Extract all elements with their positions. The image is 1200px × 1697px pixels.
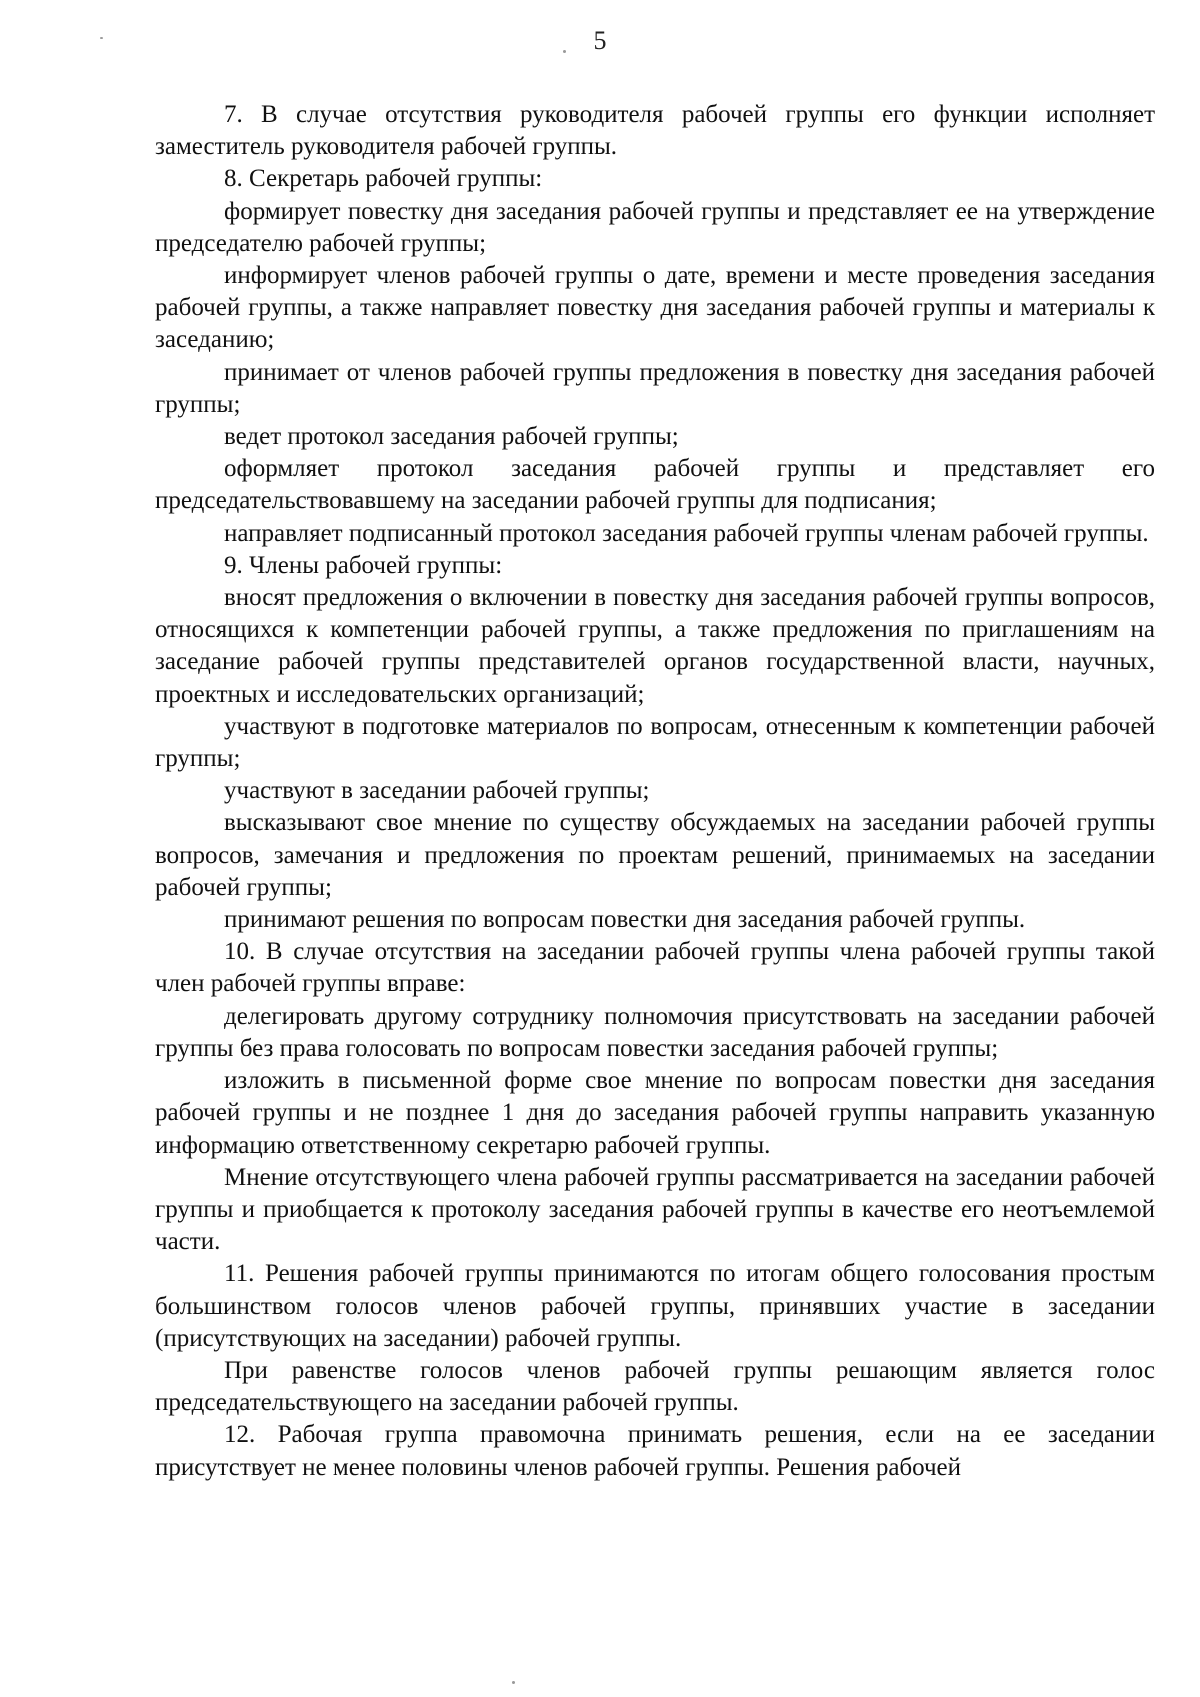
list-item: изложить в письменной форме свое мнение по вопросам повестки дня заседания рабочей группы и не позднее 1 дня до заседания рабочей группы направить указанную информацию ответственному секретарю рабочей группы. bbox=[155, 1067, 1155, 1159]
list-item: высказывают свое мнение по существу обсуждаемых на заседании рабочей группы вопросов, замечания и предложения по проектам решений, принимаемых на заседании рабочей группы; bbox=[155, 809, 1155, 901]
list-item: направляет подписанный протокол заседания рабочей группы членам рабочей группы. bbox=[224, 519, 1149, 547]
list-item: ведет протокол заседания рабочей группы; bbox=[224, 423, 679, 451]
paragraph-10-note: Мнение отсутствующего члена рабочей группы рассматривается на заседании рабочей группы и приобщается к протоколу заседания рабочей группы в качестве его неотъемлемой части. bbox=[155, 1163, 1155, 1256]
list-item: формирует повестку дня заседания рабочей группы и представляет ее на утверждение председателю рабочей группы; bbox=[155, 197, 1155, 257]
paragraph-11: 11. Решения рабочей группы принимаются по итогам общего голосования простым большинством голосов членов рабочей группы, принявших участие в заседании (присутствующих на заседании) рабочей группы. bbox=[155, 1260, 1155, 1352]
list-item: участвуют в подготовке материалов по вопросам, отнесенным к компетенции рабочей группы; bbox=[155, 712, 1155, 773]
page-number: 5 bbox=[593, 26, 607, 55]
list-item: принимает от членов рабочей группы предложения в повестку дня заседания рабочей группы; bbox=[155, 358, 1155, 418]
scan-speck bbox=[512, 1681, 515, 1684]
paragraph-9-heading: 9. Члены рабочей группы: bbox=[224, 551, 503, 579]
list-item: информирует членов рабочей группы о дате, времени и месте проведения заседания рабочей группы, а также направляет повестку дня заседания рабочей группы и материалы к заседанию; bbox=[155, 262, 1155, 354]
paragraph-11-note: При равенстве голосов членов рабочей группы решающим является голос председательствующего на заседании рабочей группы. bbox=[155, 1356, 1155, 1417]
paragraph-7: 7. В случае отсутствия руководителя рабочей группы его функции исполняет заместитель руководителя рабочей группы. bbox=[155, 101, 1155, 161]
document-body bbox=[155, 99, 1155, 1484]
list-item: оформляет протокол заседания рабочей группы и представляет его председательствовавшему на заседании рабочей группы для подписания; bbox=[155, 455, 1155, 515]
paragraph-12: 12. Рабочая группа правомочна принимать решения, если на ее заседании присутствует не менее половины членов рабочей группы. Решения рабочей bbox=[155, 1421, 1155, 1481]
paragraph-10: 10. В случае отсутствия на заседании рабочей группы члена рабочей группы такой член рабочей группы вправе: bbox=[155, 938, 1155, 998]
paragraph-8-heading: 8. Секретарь рабочей группы: bbox=[224, 165, 543, 193]
list-item: принимают решения по вопросам повестки дня заседания рабочей группы. bbox=[224, 906, 1026, 934]
list-item: вносят предложения о включении в повестку дня заседания рабочей группы вопросов, относящихся к компетенции рабочей группы, а также предложения по приглашениям на заседание рабочей группы представителей органов государственной власти, научных, проектных и исследовательских организаций; bbox=[155, 584, 1155, 708]
list-item: участвуют в заседании рабочей группы; bbox=[224, 777, 650, 805]
list-item: делегировать другому сотруднику полномочия присутствовать на заседании рабочей группы без права голосовать по вопросам повестки заседания рабочей группы; bbox=[155, 1002, 1155, 1062]
